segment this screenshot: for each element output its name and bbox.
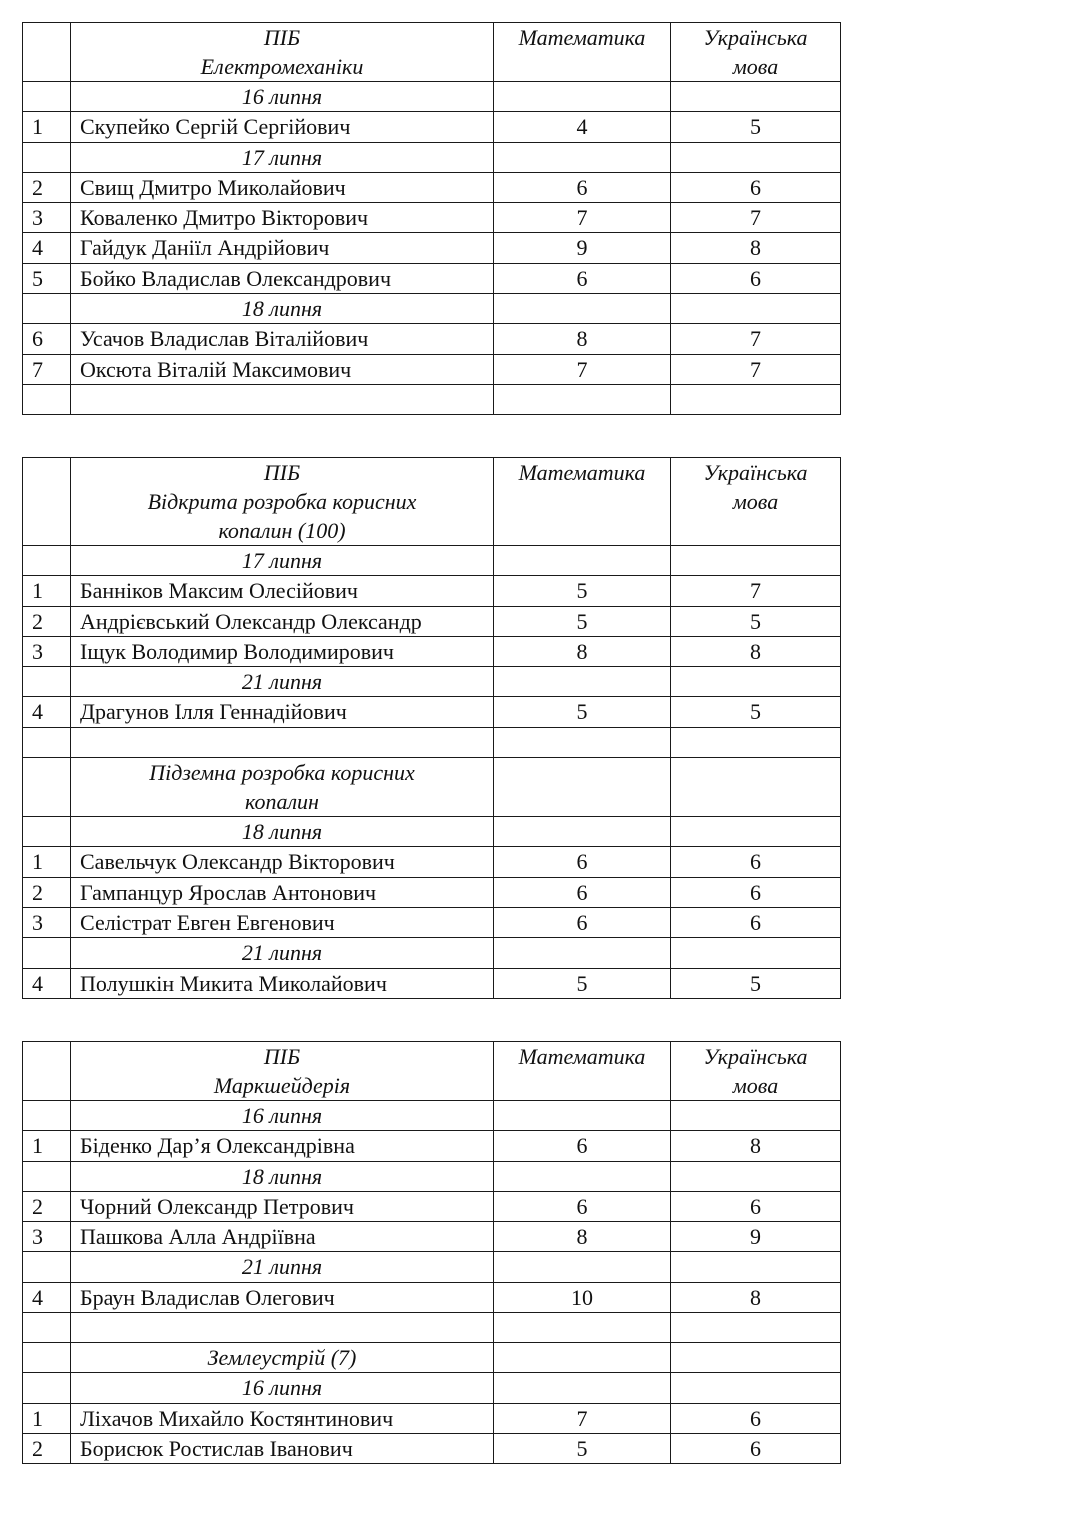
name-column-header-line: копалин (100) — [218, 518, 346, 543]
ukrainian-column-header-line: Українська — [703, 460, 808, 485]
ukrainian-column-header — [671, 1042, 841, 1101]
empty-cell — [494, 1252, 671, 1282]
math-score: 7 — [494, 1403, 671, 1433]
row-number: 1 — [23, 112, 71, 142]
date-row — [23, 1252, 841, 1282]
name-column-header-line: Електромеханіки — [200, 54, 364, 79]
header-row — [23, 23, 841, 82]
date-row — [23, 1373, 841, 1403]
header-row — [23, 1042, 841, 1101]
results-table-surveying — [22, 1041, 841, 1464]
student-name: Полушкін Микита Миколайович — [71, 968, 494, 998]
empty-cell — [23, 1313, 71, 1343]
empty-row — [23, 727, 841, 757]
ukrainian-score: 8 — [671, 1282, 841, 1312]
table-row — [23, 172, 841, 202]
math-score: 6 — [494, 847, 671, 877]
student-name: Біденко Дар’я Олександрівна — [71, 1131, 494, 1161]
date-row — [23, 817, 841, 847]
ukrainian-score: 7 — [671, 576, 841, 606]
math-score: 8 — [494, 1222, 671, 1252]
table-row — [23, 907, 841, 937]
row-number: 4 — [23, 1282, 71, 1312]
ukrainian-score: 5 — [671, 697, 841, 727]
exam-date: 21 липня — [71, 1252, 494, 1282]
math-score: 5 — [494, 576, 671, 606]
table-row — [23, 1433, 841, 1463]
table-row — [23, 576, 841, 606]
math-score: 6 — [494, 172, 671, 202]
empty-cell — [671, 82, 841, 112]
empty-cell — [23, 1343, 71, 1373]
number-header — [23, 1042, 71, 1101]
ukrainian-score: 6 — [671, 172, 841, 202]
student-name: Коваленко Дмитро Вікторович — [71, 203, 494, 233]
student-name: Бойко Владислав Олександрович — [71, 263, 494, 293]
empty-cell — [671, 546, 841, 576]
row-number: 1 — [23, 1131, 71, 1161]
row-number: 2 — [23, 877, 71, 907]
exam-date: 18 липня — [71, 294, 494, 324]
table-row — [23, 1191, 841, 1221]
row-number: 4 — [23, 968, 71, 998]
row-number: 4 — [23, 697, 71, 727]
empty-cell — [494, 938, 671, 968]
empty-cell — [494, 1343, 671, 1373]
name-column-header-line: ПІБ — [263, 25, 301, 50]
empty-cell — [671, 727, 841, 757]
date-row — [23, 294, 841, 324]
empty-cell — [494, 1373, 671, 1403]
student-name: Борисюк Ростислав Іванович — [71, 1433, 494, 1463]
row-number: 7 — [23, 354, 71, 384]
empty-cell — [23, 1252, 71, 1282]
table-row — [23, 1403, 841, 1433]
name-column-header-line: Відкрита розробка корисних — [147, 489, 417, 514]
empty-cell — [23, 1373, 71, 1403]
math-score: 5 — [494, 697, 671, 727]
date-row — [23, 142, 841, 172]
results-table-electromechanics — [22, 22, 841, 415]
empty-cell — [71, 727, 494, 757]
math-score: 5 — [494, 1433, 671, 1463]
math-column-header: Математика — [494, 458, 671, 546]
math-score: 9 — [494, 233, 671, 263]
exam-date: 16 липня — [71, 1373, 494, 1403]
math-score: 6 — [494, 877, 671, 907]
date-row — [23, 1161, 841, 1191]
ukrainian-column-header-line: мова — [732, 489, 779, 514]
table-row — [23, 1282, 841, 1312]
empty-cell — [671, 1313, 841, 1343]
math-score: 6 — [494, 263, 671, 293]
name-column-header-line: Маркшейдерія — [213, 1073, 351, 1098]
ukrainian-score: 5 — [671, 606, 841, 636]
empty-cell — [671, 817, 841, 847]
exam-date: 17 липня — [71, 142, 494, 172]
row-number: 3 — [23, 1222, 71, 1252]
ukrainian-score: 8 — [671, 1131, 841, 1161]
empty-cell — [494, 142, 671, 172]
empty-cell — [494, 82, 671, 112]
math-score: 6 — [494, 1191, 671, 1221]
empty-cell — [671, 1252, 841, 1282]
empty-cell — [23, 817, 71, 847]
ukrainian-column-header — [671, 23, 841, 82]
table-row — [23, 203, 841, 233]
table-row — [23, 606, 841, 636]
empty-cell — [23, 667, 71, 697]
table-row — [23, 1131, 841, 1161]
exam-date: 17 липня — [71, 546, 494, 576]
row-number: 1 — [23, 847, 71, 877]
specialty-title — [71, 1343, 494, 1373]
student-name: Усачов Владислав Віталійович — [71, 324, 494, 354]
ukrainian-score: 9 — [671, 1222, 841, 1252]
exam-date: 16 липня — [71, 1101, 494, 1131]
empty-cell — [671, 384, 841, 414]
empty-cell — [23, 758, 71, 817]
empty-cell — [23, 294, 71, 324]
math-score: 10 — [494, 1282, 671, 1312]
row-number: 5 — [23, 263, 71, 293]
exam-date: 21 липня — [71, 667, 494, 697]
math-score: 8 — [494, 636, 671, 666]
table-row — [23, 324, 841, 354]
math-score: 5 — [494, 968, 671, 998]
table-row — [23, 968, 841, 998]
math-score: 6 — [494, 907, 671, 937]
empty-cell — [671, 667, 841, 697]
empty-cell — [71, 1313, 494, 1343]
row-number: 2 — [23, 172, 71, 202]
date-row — [23, 546, 841, 576]
exam-date: 21 липня — [71, 938, 494, 968]
student-name: Гайдук Даніїл Андрійович — [71, 233, 494, 263]
date-row — [23, 938, 841, 968]
empty-cell — [671, 1101, 841, 1131]
empty-cell — [671, 294, 841, 324]
ukrainian-score: 7 — [671, 354, 841, 384]
empty-cell — [671, 758, 841, 817]
ukrainian-column-header-line: мова — [732, 1073, 779, 1098]
ukrainian-score: 8 — [671, 636, 841, 666]
ukrainian-score: 6 — [671, 1403, 841, 1433]
table-row — [23, 877, 841, 907]
student-name: Савельчук Олександр Вікторович — [71, 847, 494, 877]
student-name: Оксюта Віталій Максимович — [71, 354, 494, 384]
table-row — [23, 263, 841, 293]
ukrainian-score: 8 — [671, 233, 841, 263]
ukrainian-score: 5 — [671, 968, 841, 998]
student-name: Гампанцур Ярослав Антонович — [71, 877, 494, 907]
empty-cell — [494, 384, 671, 414]
student-name: Драгунов Ілля Геннадійович — [71, 697, 494, 727]
exam-date: 16 липня — [71, 82, 494, 112]
section-header-row — [23, 1343, 841, 1373]
empty-cell — [23, 142, 71, 172]
student-name: Свищ Дмитро Миколайович — [71, 172, 494, 202]
empty-cell — [23, 727, 71, 757]
row-number: 2 — [23, 606, 71, 636]
empty-cell — [671, 142, 841, 172]
name-column-header — [71, 458, 494, 546]
section-header-row — [23, 758, 841, 817]
number-header — [23, 458, 71, 546]
empty-cell — [494, 1161, 671, 1191]
empty-cell — [23, 1101, 71, 1131]
specialty-title — [71, 758, 494, 817]
ukrainian-column-header-line: мова — [732, 54, 779, 79]
row-number: 1 — [23, 576, 71, 606]
exam-date: 18 липня — [71, 1161, 494, 1191]
specialty-title-line: Підземна розробка корисних — [149, 760, 415, 786]
ukrainian-score: 7 — [671, 324, 841, 354]
student-name: Пашкова Алла Андріївна — [71, 1222, 494, 1252]
math-score: 4 — [494, 112, 671, 142]
empty-cell — [671, 1373, 841, 1403]
date-row — [23, 667, 841, 697]
student-name: Іщук Володимир Володимирович — [71, 636, 494, 666]
empty-cell — [23, 82, 71, 112]
student-name: Чорний Олександр Петрович — [71, 1191, 494, 1221]
math-score: 6 — [494, 1131, 671, 1161]
empty-cell — [671, 1161, 841, 1191]
name-column-header — [71, 23, 494, 82]
ukrainian-score: 6 — [671, 263, 841, 293]
empty-cell — [23, 384, 71, 414]
specialty-title-line: копалин — [245, 789, 319, 815]
empty-cell — [23, 1161, 71, 1191]
math-column-header: Математика — [494, 23, 671, 82]
math-score: 5 — [494, 606, 671, 636]
empty-cell — [494, 1313, 671, 1343]
specialty-title-line: Землеустрій (7) — [207, 1345, 357, 1371]
ukrainian-column-header-line: Українська — [703, 25, 808, 50]
student-name: Скупейко Сергій Сергійович — [71, 112, 494, 142]
ukrainian-score: 6 — [671, 1191, 841, 1221]
table-row — [23, 847, 841, 877]
row-number: 3 — [23, 203, 71, 233]
ukrainian-column-header-line: Українська — [703, 1044, 808, 1069]
student-name: Ліхачов Михайло Костянтинович — [71, 1403, 494, 1433]
empty-cell — [494, 1101, 671, 1131]
empty-row — [23, 384, 841, 414]
table-row — [23, 697, 841, 727]
empty-cell — [23, 546, 71, 576]
exam-date: 18 липня — [71, 817, 494, 847]
table-row — [23, 636, 841, 666]
empty-row — [23, 1313, 841, 1343]
empty-cell — [494, 294, 671, 324]
table-row — [23, 112, 841, 142]
table-row — [23, 354, 841, 384]
row-number: 2 — [23, 1191, 71, 1221]
empty-cell — [23, 938, 71, 968]
number-header — [23, 23, 71, 82]
results-table-open-pit-mining — [22, 457, 841, 999]
math-column-header: Математика — [494, 1042, 671, 1101]
row-number: 3 — [23, 636, 71, 666]
row-number: 1 — [23, 1403, 71, 1433]
empty-cell — [494, 758, 671, 817]
header-row — [23, 458, 841, 546]
row-number: 6 — [23, 324, 71, 354]
date-row — [23, 82, 841, 112]
name-column-header — [71, 1042, 494, 1101]
ukrainian-score: 6 — [671, 847, 841, 877]
name-column-header-line: ПІБ — [263, 460, 301, 485]
row-number: 4 — [23, 233, 71, 263]
ukrainian-column-header — [671, 458, 841, 546]
math-score: 7 — [494, 203, 671, 233]
math-score: 7 — [494, 354, 671, 384]
student-name: Андрієвський Олександр Олександр — [71, 606, 494, 636]
math-score: 8 — [494, 324, 671, 354]
empty-cell — [494, 727, 671, 757]
empty-cell — [494, 817, 671, 847]
ukrainian-score: 7 — [671, 203, 841, 233]
ukrainian-score: 6 — [671, 1433, 841, 1463]
ukrainian-score: 6 — [671, 907, 841, 937]
empty-cell — [671, 938, 841, 968]
name-column-header-line: ПІБ — [263, 1044, 301, 1069]
row-number: 2 — [23, 1433, 71, 1463]
row-number: 3 — [23, 907, 71, 937]
empty-cell — [494, 667, 671, 697]
empty-cell — [671, 1343, 841, 1373]
table-row — [23, 233, 841, 263]
student-name: Браун Владислав Олегович — [71, 1282, 494, 1312]
empty-cell — [494, 546, 671, 576]
empty-cell — [71, 384, 494, 414]
student-name: Селістрат Евген Евгенович — [71, 907, 494, 937]
ukrainian-score: 5 — [671, 112, 841, 142]
table-row — [23, 1222, 841, 1252]
student-name: Банніков Максим Олесійович — [71, 576, 494, 606]
date-row — [23, 1101, 841, 1131]
ukrainian-score: 6 — [671, 877, 841, 907]
